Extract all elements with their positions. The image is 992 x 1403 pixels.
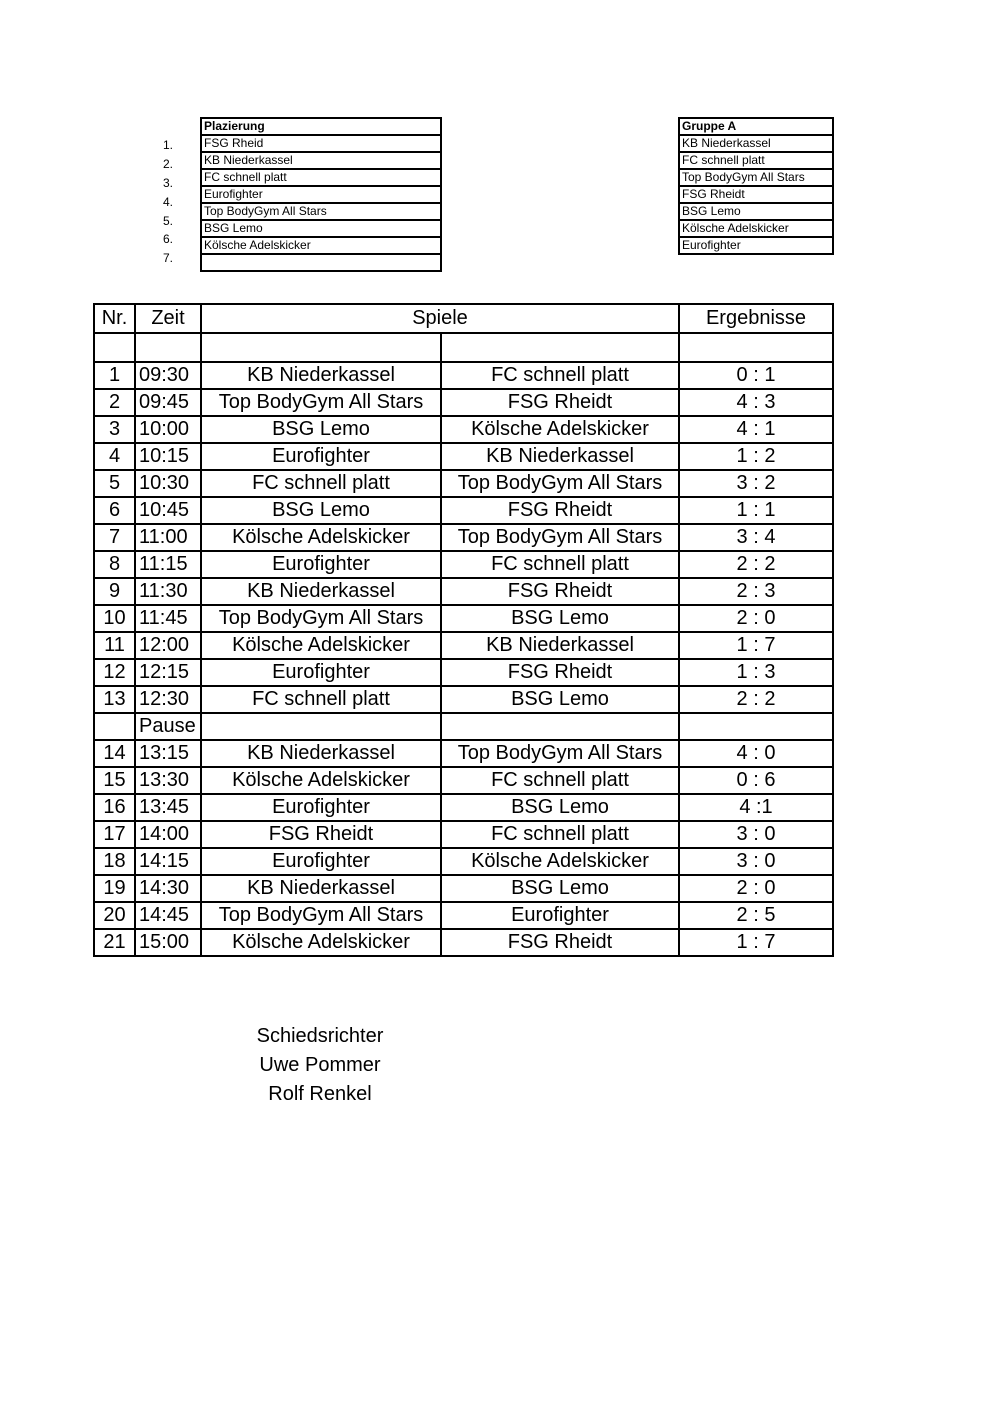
table-row xyxy=(94,362,833,389)
away-team: BSG Lemo xyxy=(441,794,679,821)
group-table xyxy=(678,117,834,255)
group-team: Kölsche Adelskicker xyxy=(679,220,833,237)
table-row xyxy=(94,686,833,713)
match-number: 7 xyxy=(94,524,135,551)
away-team: FSG Rheidt xyxy=(441,578,679,605)
away-team: BSG Lemo xyxy=(441,875,679,902)
home-team: FC schnell platt xyxy=(201,686,441,713)
rank-4: 4. xyxy=(162,195,173,209)
placement-team: Top BodyGym All Stars xyxy=(201,203,441,220)
rank-6: 6. xyxy=(162,232,173,246)
match-result: 0 : 6 xyxy=(679,767,833,794)
table-row xyxy=(94,848,833,875)
match-result: 2 : 2 xyxy=(679,551,833,578)
home-team: Eurofighter xyxy=(201,794,441,821)
table-row xyxy=(94,524,833,551)
match-time: 14:45 xyxy=(135,902,201,929)
header-results: Ergebnisse xyxy=(679,304,833,333)
table-row xyxy=(94,416,833,443)
away-team: KB Niederkassel xyxy=(441,443,679,470)
home-team: BSG Lemo xyxy=(201,416,441,443)
match-time: 10:45 xyxy=(135,497,201,524)
match-result: 2 : 0 xyxy=(679,605,833,632)
match-number: 18 xyxy=(94,848,135,875)
away-team: Top BodyGym All Stars xyxy=(441,470,679,497)
match-result: 3 : 4 xyxy=(679,524,833,551)
table-row xyxy=(94,470,833,497)
placement-team: FC schnell platt xyxy=(201,169,441,186)
away-team: FC schnell platt xyxy=(441,767,679,794)
home-team: KB Niederkassel xyxy=(201,740,441,767)
home-team: BSG Lemo xyxy=(201,497,441,524)
home-team: Eurofighter xyxy=(201,659,441,686)
rank-5: 5. xyxy=(162,214,173,228)
match-number: 2 xyxy=(94,389,135,416)
header-games: Spiele xyxy=(201,304,679,333)
table-row xyxy=(94,389,833,416)
table-row xyxy=(94,875,833,902)
match-number: 10 xyxy=(94,605,135,632)
match-result: 1 : 7 xyxy=(679,929,833,956)
match-number: 16 xyxy=(94,794,135,821)
away-team: FSG Rheidt xyxy=(441,389,679,416)
match-result: 1 : 1 xyxy=(679,497,833,524)
match-number: 12 xyxy=(94,659,135,686)
referees xyxy=(200,1022,440,1109)
placement-empty xyxy=(201,254,441,271)
away-team: FSG Rheidt xyxy=(441,929,679,956)
rank-3: 3. xyxy=(162,176,173,190)
home-team xyxy=(201,713,441,740)
match-number: 17 xyxy=(94,821,135,848)
table-row xyxy=(94,794,833,821)
match-number: 6 xyxy=(94,497,135,524)
table-row xyxy=(94,821,833,848)
placement-team: FSG Rheid xyxy=(201,135,441,152)
match-number: 11 xyxy=(94,632,135,659)
match-result: 4 : 3 xyxy=(679,389,833,416)
referees-title: Schiedsrichter xyxy=(256,1025,384,1047)
match-number: 5 xyxy=(94,470,135,497)
placement-team: BSG Lemo xyxy=(201,220,441,237)
home-team: FSG Rheidt xyxy=(201,821,441,848)
match-time: 11:30 xyxy=(135,578,201,605)
table-row xyxy=(94,551,833,578)
table-row xyxy=(94,713,833,740)
home-team: FC schnell platt xyxy=(201,470,441,497)
match-number: 13 xyxy=(94,686,135,713)
table-row xyxy=(94,578,833,605)
empty-row xyxy=(94,333,833,362)
match-number: 14 xyxy=(94,740,135,767)
match-number: 21 xyxy=(94,929,135,956)
group-team: FC schnell platt xyxy=(679,152,833,169)
away-team: FSG Rheidt xyxy=(441,497,679,524)
match-time: 13:30 xyxy=(135,767,201,794)
away-team xyxy=(441,713,679,740)
placement-team: KB Niederkassel xyxy=(201,152,441,169)
match-result: 4 :1 xyxy=(679,794,833,821)
referee-name: Rolf Renkel xyxy=(268,1083,372,1105)
match-number: 19 xyxy=(94,875,135,902)
home-team: Top BodyGym All Stars xyxy=(201,605,441,632)
match-number: 20 xyxy=(94,902,135,929)
table-row xyxy=(94,605,833,632)
match-result: 3 : 2 xyxy=(679,470,833,497)
match-time: 10:30 xyxy=(135,470,201,497)
table-row xyxy=(94,740,833,767)
home-team: Top BodyGym All Stars xyxy=(201,389,441,416)
home-team: KB Niederkassel xyxy=(201,875,441,902)
match-result: 0 : 1 xyxy=(679,362,833,389)
placement-team: Eurofighter xyxy=(201,186,441,203)
match-time: 12:15 xyxy=(135,659,201,686)
match-time: 15:00 xyxy=(135,929,201,956)
home-team: Kölsche Adelskicker xyxy=(201,632,441,659)
away-team: KB Niederkassel xyxy=(441,632,679,659)
group-team: Top BodyGym All Stars xyxy=(679,169,833,186)
match-time: 14:30 xyxy=(135,875,201,902)
match-time: Pause xyxy=(135,713,201,740)
away-team: Kölsche Adelskicker xyxy=(441,416,679,443)
away-team: FC schnell platt xyxy=(441,362,679,389)
home-team: Eurofighter xyxy=(201,551,441,578)
referee-name: Uwe Pommer xyxy=(259,1054,381,1076)
match-time: 10:15 xyxy=(135,443,201,470)
table-row xyxy=(94,767,833,794)
match-time: 11:15 xyxy=(135,551,201,578)
match-time: 13:45 xyxy=(135,794,201,821)
home-team: Top BodyGym All Stars xyxy=(201,902,441,929)
match-time: 09:30 xyxy=(135,362,201,389)
match-result: 1 : 3 xyxy=(679,659,833,686)
match-result: 3 : 0 xyxy=(679,821,833,848)
match-number: 3 xyxy=(94,416,135,443)
match-time: 11:45 xyxy=(135,605,201,632)
away-team: Eurofighter xyxy=(441,902,679,929)
match-number xyxy=(94,713,135,740)
match-number: 9 xyxy=(94,578,135,605)
table-row xyxy=(94,443,833,470)
table-row xyxy=(94,929,833,956)
match-result: 2 : 5 xyxy=(679,902,833,929)
match-time: 12:00 xyxy=(135,632,201,659)
home-team: KB Niederkassel xyxy=(201,578,441,605)
group-team: KB Niederkassel xyxy=(679,135,833,152)
placement-table xyxy=(200,117,442,272)
away-team: Top BodyGym All Stars xyxy=(441,740,679,767)
placement-header: Plazierung xyxy=(201,118,441,135)
away-team: FSG Rheidt xyxy=(441,659,679,686)
match-result: 2 : 2 xyxy=(679,686,833,713)
group-team: BSG Lemo xyxy=(679,203,833,220)
match-time: 13:15 xyxy=(135,740,201,767)
match-result: 2 : 3 xyxy=(679,578,833,605)
home-team: Kölsche Adelskicker xyxy=(201,929,441,956)
match-number: 15 xyxy=(94,767,135,794)
match-time: 11:00 xyxy=(135,524,201,551)
home-team: Kölsche Adelskicker xyxy=(201,524,441,551)
match-result xyxy=(679,713,833,740)
header-nr: Nr. xyxy=(94,304,135,333)
match-number: 8 xyxy=(94,551,135,578)
rank-1: 1. xyxy=(162,138,173,152)
header-time: Zeit xyxy=(135,304,201,333)
match-time: 14:15 xyxy=(135,848,201,875)
match-result: 2 : 0 xyxy=(679,875,833,902)
match-result: 1 : 2 xyxy=(679,443,833,470)
away-team: BSG Lemo xyxy=(441,605,679,632)
match-result: 1 : 7 xyxy=(679,632,833,659)
match-time: 10:00 xyxy=(135,416,201,443)
placement-team: Kölsche Adelskicker xyxy=(201,237,441,254)
schedule-table xyxy=(93,303,834,957)
rank-2: 2. xyxy=(162,157,173,171)
table-row xyxy=(94,659,833,686)
group-header: Gruppe A xyxy=(679,118,833,135)
rank-7: 7. xyxy=(162,251,173,265)
away-team: FC schnell platt xyxy=(441,821,679,848)
match-time: 14:00 xyxy=(135,821,201,848)
match-result: 3 : 0 xyxy=(679,848,833,875)
away-team: Top BodyGym All Stars xyxy=(441,524,679,551)
away-team: BSG Lemo xyxy=(441,686,679,713)
match-number: 1 xyxy=(94,362,135,389)
group-team: FSG Rheidt xyxy=(679,186,833,203)
away-team: Kölsche Adelskicker xyxy=(441,848,679,875)
away-team: FC schnell platt xyxy=(441,551,679,578)
group-team: Eurofighter xyxy=(679,237,833,254)
home-team: KB Niederkassel xyxy=(201,362,441,389)
home-team: Eurofighter xyxy=(201,443,441,470)
table-row xyxy=(94,497,833,524)
home-team: Kölsche Adelskicker xyxy=(201,767,441,794)
table-row xyxy=(94,902,833,929)
match-result: 4 : 0 xyxy=(679,740,833,767)
home-team: Eurofighter xyxy=(201,848,441,875)
match-time: 12:30 xyxy=(135,686,201,713)
match-number: 4 xyxy=(94,443,135,470)
table-row xyxy=(94,632,833,659)
match-time: 09:45 xyxy=(135,389,201,416)
match-result: 4 : 1 xyxy=(679,416,833,443)
